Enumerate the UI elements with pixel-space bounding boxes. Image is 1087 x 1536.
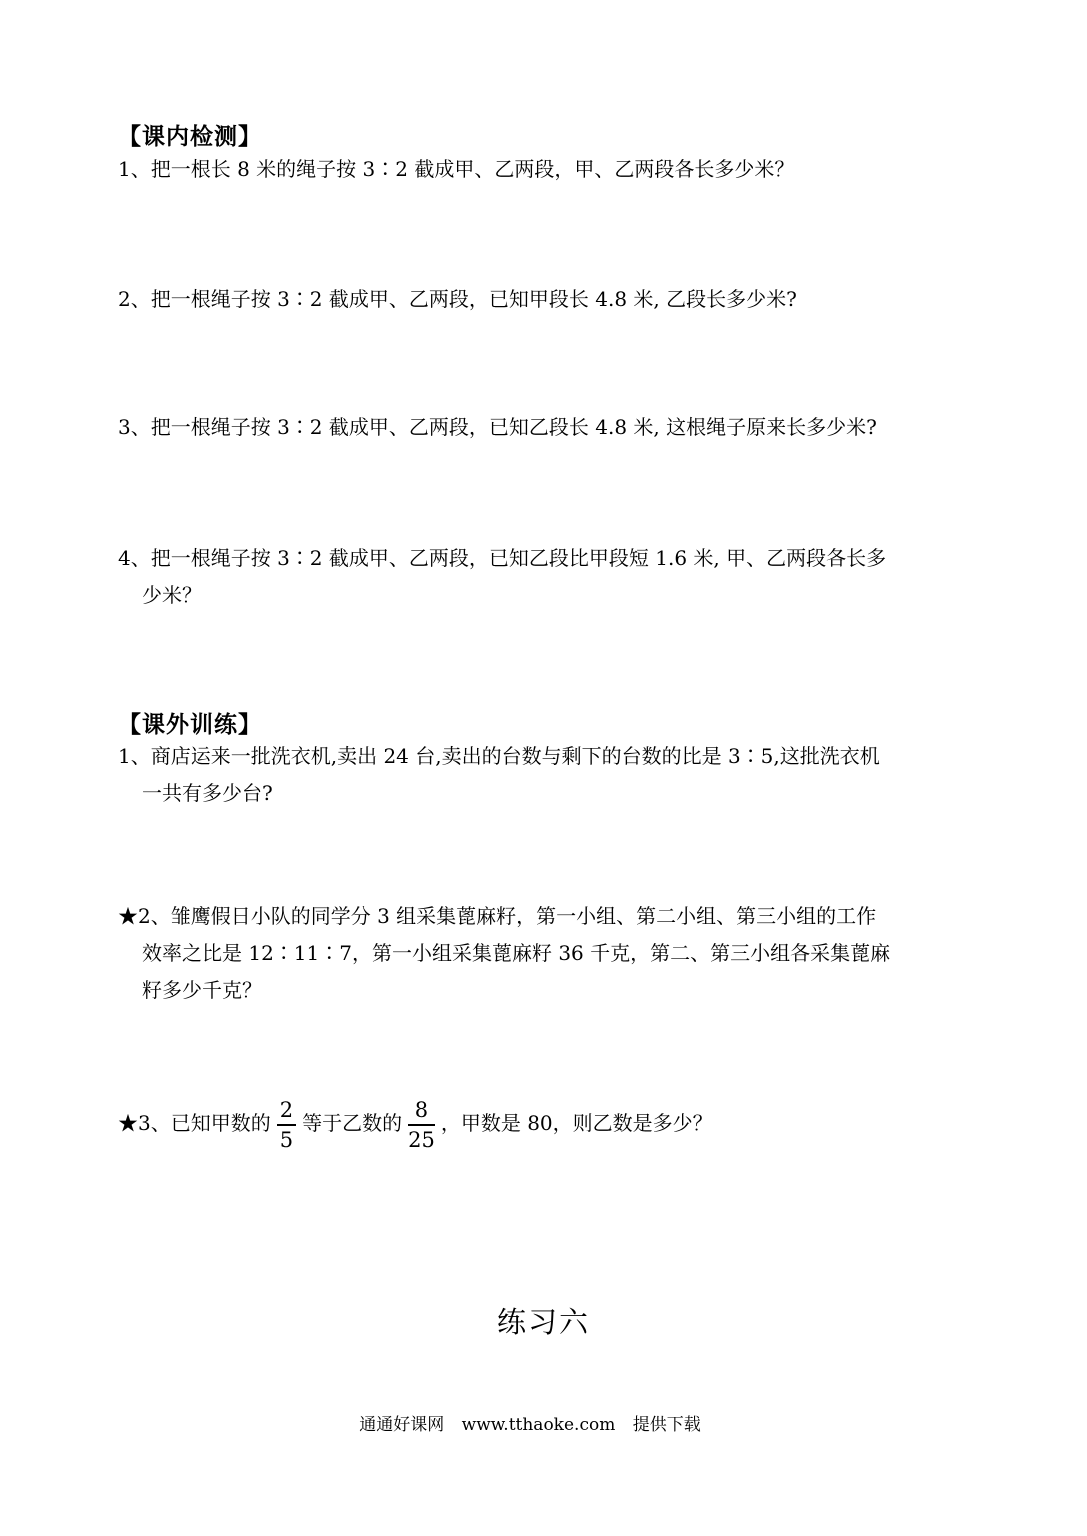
fraction-denominator: 5 xyxy=(279,1127,294,1152)
training-question-3-prefix: ★3、已知甲数的 xyxy=(118,1111,271,1135)
footer-url: www.tthaoke.com xyxy=(461,1415,616,1435)
training-question-2 xyxy=(118,898,948,1009)
training-question-1-text: 1、商店运来一批洗衣机,卖出 24 台,卖出的台数与剩下的台数的比是 3∶5,这批洗衣机 xyxy=(118,744,880,768)
training-question-3 xyxy=(118,1093,948,1154)
question-4-text: 4、把一根绳子按 3∶2 截成甲、乙两段，已知乙段比甲段短 1.6 米, 甲、乙两段各长多 xyxy=(118,546,887,570)
training-question-3-middle: 等于乙数的 xyxy=(302,1111,403,1135)
question-2 xyxy=(118,281,948,318)
question-3 xyxy=(118,409,948,446)
training-question-3-suffix: ，甲数是 80，则乙数是多少？ xyxy=(440,1111,713,1135)
question-3-text: 3、把一根绳子按 3∶2 截成甲、乙两段，已知乙段长 4.8 米, 这根绳子原来长多少米? xyxy=(118,415,877,439)
question-1-text: 1、把一根长 8 米的绳子按 3∶2 截成甲、乙两段，甲、乙两段各长多少米？ xyxy=(118,157,795,181)
section-heading-in-class-test: 【课内检测】 xyxy=(118,124,262,150)
question-4 xyxy=(118,540,948,614)
fraction-denominator: 25 xyxy=(408,1127,435,1152)
training-question-2-text: ★2、雏鹰假日小队的同学分 3 组采集蓖麻籽，第一小组、第二小组、第三小组的工作 xyxy=(118,904,877,928)
fraction-two-fifths xyxy=(277,1096,296,1154)
fraction-eight-twentyfifths xyxy=(408,1096,435,1154)
training-question-2-text-line2: 效率之比是 12∶11∶7，第一小组采集蓖麻籽 36 千克，第二、第三小组各采集蓖麻 xyxy=(142,941,891,965)
question-1 xyxy=(118,151,948,188)
training-question-1 xyxy=(118,738,948,812)
question-2-text: 2、把一根绳子按 3∶2 截成甲、乙两段，已知甲段长 4.8 米, 乙段长多少米? xyxy=(118,287,797,311)
fraction-numerator: 2 xyxy=(277,1096,296,1126)
training-question-2-text-line3: 籽多少千克？ xyxy=(142,978,262,1002)
section-heading-extra-training: 【课外训练】 xyxy=(118,712,262,738)
footer xyxy=(0,1410,1060,1435)
footer-tail: 提供下载 xyxy=(632,1415,701,1435)
page-title: 练习六 xyxy=(496,1305,590,1339)
question-4-text-continued: 少米？ xyxy=(142,583,202,607)
footer-site-name: 通通好课网 xyxy=(359,1415,445,1435)
fraction-numerator: 8 xyxy=(408,1096,435,1126)
training-question-1-text-continued: 一共有多少台? xyxy=(142,781,273,805)
